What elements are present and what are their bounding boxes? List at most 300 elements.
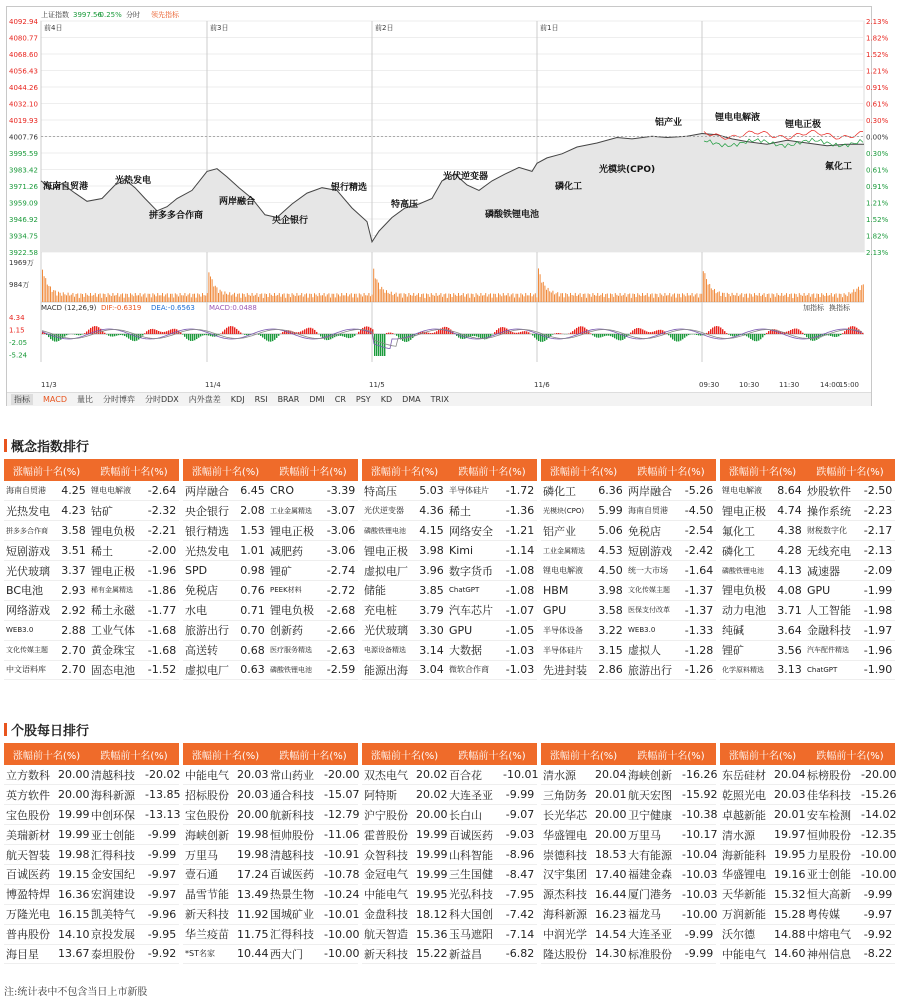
volume-bar	[418, 293, 419, 302]
gainer-name[interactable]: 三角防务	[541, 785, 595, 805]
table-row	[362, 845, 537, 865]
volume-bar	[165, 294, 166, 302]
gainer-name[interactable]: 乾照光电	[720, 785, 774, 805]
gainer-name[interactable]: 航天智装	[4, 845, 58, 865]
loser-name[interactable]: 稀土	[89, 541, 145, 561]
gainer-name[interactable]: 华盛锂电	[720, 864, 774, 884]
gainer-name[interactable]: 华兰疫苗	[183, 924, 237, 944]
gainer-name[interactable]: 旅游出行	[183, 620, 237, 640]
table-row	[720, 660, 895, 680]
losers-header: 跌幅前十名(%)	[89, 459, 179, 481]
volume-bar	[63, 292, 64, 302]
loser-name[interactable]: 磷酸铁锂电池	[268, 660, 324, 680]
loser-name[interactable]: 医疗服务精选	[268, 640, 324, 660]
gainer-name[interactable]: 清水源	[720, 825, 774, 845]
loser-name[interactable]: 虚拟人	[626, 640, 682, 660]
loser-name[interactable]: 大有能源	[626, 845, 682, 865]
loser-pct: -7.14	[503, 924, 537, 944]
volume-bar	[408, 293, 409, 302]
loser-name[interactable]: 锂电电解液	[89, 481, 145, 501]
loser-name[interactable]: 半导体硅片	[447, 481, 503, 501]
gainer-name[interactable]: 高送转	[183, 640, 237, 660]
gainer-name[interactable]: 金盘科技	[362, 904, 416, 924]
loser-name[interactable]: 黄金珠宝	[89, 640, 145, 660]
volume-bar	[548, 288, 549, 302]
loser-name[interactable]: 操作系统	[805, 501, 861, 521]
loser-name[interactable]: 金安国纪	[89, 864, 145, 884]
gainer-name[interactable]: SPD	[183, 561, 237, 581]
gainer-name[interactable]: 立方数科	[4, 765, 58, 785]
gainer-name[interactable]: 网络游戏	[4, 600, 58, 620]
gainer-name[interactable]: *ST名家	[183, 944, 237, 964]
gainer-name[interactable]: 壹石通	[183, 864, 237, 884]
gainer-name[interactable]: 金冠电气	[362, 864, 416, 884]
loser-name[interactable]: 亚士创能	[805, 864, 861, 884]
gainer-name[interactable]: 英方软件	[4, 785, 58, 805]
loser-name[interactable]: 国城矿业	[268, 904, 324, 924]
loser-name[interactable]: 工业金属精选	[268, 501, 324, 521]
gainer-name[interactable]: HBM	[541, 580, 595, 600]
gainer-name[interactable]: 电源设备精选	[362, 640, 416, 660]
gainer-name[interactable]: 光模块(CPO)	[541, 501, 595, 521]
x-axis-label: 11/4	[205, 381, 221, 389]
volume-bar	[160, 295, 161, 302]
gainer-pct: 14.88	[774, 924, 805, 944]
loser-name[interactable]: 清越科技	[268, 845, 324, 865]
gainer-pct: 4.13	[774, 561, 805, 581]
table-row	[541, 864, 716, 884]
indicator-tab-4[interactable]: 分时DDX	[144, 395, 179, 404]
gainer-name[interactable]: 光热发电	[183, 541, 237, 561]
gainer-name[interactable]: 磷酸铁锂电池	[362, 521, 416, 541]
volume-bar	[599, 296, 600, 302]
macd-bar	[558, 333, 559, 334]
loser-name[interactable]: 科大国创	[447, 904, 503, 924]
gainer-name[interactable]: 动力电池	[720, 600, 774, 620]
gainer-name[interactable]: 免税店	[183, 580, 237, 600]
gainer-name[interactable]: 铝产业	[541, 521, 595, 541]
loser-name[interactable]: PEEK材料	[268, 580, 324, 600]
gainer-name[interactable]: 拼多多合作商	[4, 521, 58, 541]
loser-name[interactable]: 汽车配件精选	[805, 640, 861, 660]
gainer-name[interactable]: 海峡创新	[183, 825, 237, 845]
loser-name[interactable]: 医保支付改革	[626, 600, 682, 620]
gainer-name[interactable]: 文化传媒主题	[4, 640, 58, 660]
gainer-name[interactable]: 能源出海	[362, 660, 416, 680]
loser-name[interactable]: 微软合作商	[447, 660, 503, 680]
gainer-name[interactable]: 锂矿	[720, 640, 774, 660]
loser-name[interactable]: 两岸融合	[626, 481, 682, 501]
loser-name[interactable]: GPU	[805, 580, 861, 600]
loser-name[interactable]: 海科新源	[89, 785, 145, 805]
loser-name[interactable]: 航天宏图	[626, 785, 682, 805]
loser-name[interactable]: ChatGPT	[805, 660, 861, 680]
loser-name[interactable]: 福龙马	[626, 904, 682, 924]
volume-bar	[111, 296, 112, 302]
gainer-name[interactable]: 锂电负极	[720, 580, 774, 600]
loser-name[interactable]: 粤传媒	[805, 904, 861, 924]
gainer-name[interactable]: 宝色股份	[4, 805, 58, 825]
volume-bar	[423, 294, 424, 302]
loser-name[interactable]: 凯美特气	[89, 904, 145, 924]
loser-name[interactable]: 大连圣亚	[447, 785, 503, 805]
gainer-name[interactable]: 新天科技	[183, 904, 237, 924]
gainer-name[interactable]: 汉宇集团	[541, 864, 595, 884]
gainer-name[interactable]: 新天科技	[362, 944, 416, 964]
loser-name[interactable]: 数字货币	[447, 561, 503, 581]
gainer-name[interactable]: WEB3.0	[4, 620, 58, 640]
volume-bar	[391, 292, 392, 302]
gainer-name[interactable]: 锂电正极	[720, 501, 774, 521]
loser-name[interactable]: 光弘科技	[447, 884, 503, 904]
gainer-name[interactable]: 华盛锂电	[541, 825, 595, 845]
volume-bar	[208, 272, 209, 302]
gainer-name[interactable]: 海科新源	[541, 904, 595, 924]
loser-name[interactable]: 佳华科技	[805, 785, 861, 805]
gainer-name[interactable]: 招标股份	[183, 785, 237, 805]
loser-name[interactable]: 汇得科技	[89, 845, 145, 865]
loser-name[interactable]: 稀土	[447, 501, 503, 521]
gainer-name[interactable]: 卓越新能	[720, 805, 774, 825]
macd-bar	[306, 328, 307, 334]
volume-bar	[786, 293, 787, 302]
volume-bar	[69, 296, 70, 302]
macd-bar	[206, 334, 207, 335]
macd-bar	[790, 330, 791, 334]
loser-name[interactable]: 工业气体	[89, 620, 145, 640]
gainer-name[interactable]: 磷酸铁锂电池	[720, 561, 774, 581]
volume-bar	[487, 297, 488, 302]
loser-name[interactable]: 海峡创新	[626, 765, 682, 785]
gainer-name[interactable]: 光伏玻璃	[362, 620, 416, 640]
gainer-name[interactable]: 短剧游戏	[4, 541, 58, 561]
volume-bar	[791, 294, 792, 302]
y-axis-pct-label: 0.91%	[866, 183, 889, 191]
macd-bar	[208, 334, 209, 336]
gainer-name[interactable]: 锂电电解液	[541, 561, 595, 581]
indicator-tab-7[interactable]: RSI	[254, 395, 268, 404]
loser-name[interactable]: 西大门	[268, 944, 324, 964]
loser-name[interactable]: 财税数字化	[805, 521, 861, 541]
loser-name[interactable]: Kimi	[447, 541, 503, 561]
macd-bar	[264, 334, 265, 339]
loser-name[interactable]: 减速器	[805, 561, 861, 581]
macd-bar	[720, 328, 721, 334]
loser-name[interactable]: 中熔电气	[805, 924, 861, 944]
gainer-name[interactable]: 磷化工	[720, 541, 774, 561]
macd-bar	[524, 331, 525, 334]
loser-name[interactable]: GPU	[447, 620, 503, 640]
gainer-name[interactable]: 海目星	[4, 944, 58, 964]
table-row	[362, 765, 537, 785]
volume-bar	[221, 291, 222, 302]
volume-bar	[618, 296, 619, 302]
gainer-name[interactable]: 纯碱	[720, 620, 774, 640]
loser-name[interactable]: 安车检测	[805, 805, 861, 825]
gainer-name[interactable]: 虚拟电厂	[183, 660, 237, 680]
volume-bar	[229, 292, 230, 302]
gainer-name[interactable]: 晶雪节能	[183, 884, 237, 904]
loser-pct: -1.14	[503, 541, 537, 561]
loser-name[interactable]: 百诚医药	[268, 864, 324, 884]
loser-name[interactable]: 钴矿	[89, 501, 145, 521]
volume-bar	[746, 294, 747, 302]
gainer-name[interactable]: 光热发电	[4, 501, 58, 521]
indicator-tab-13[interactable]: DMA	[402, 395, 421, 404]
volume-bar	[340, 296, 341, 302]
gainer-name[interactable]: 化学原料精选	[720, 660, 774, 680]
indicator-tab-12[interactable]: KD	[380, 395, 393, 404]
gainer-name[interactable]: 锂电电解液	[720, 481, 774, 501]
macd-bar	[302, 330, 303, 334]
gainer-name[interactable]: 中润光学	[541, 924, 595, 944]
gainer-name[interactable]: 万润新能	[720, 904, 774, 924]
loser-name[interactable]: 锂电正极	[268, 521, 324, 541]
loser-name[interactable]: 金融科技	[805, 620, 861, 640]
volume-bar	[717, 292, 718, 302]
loser-name[interactable]: 文化传媒主题	[626, 580, 682, 600]
gainer-name[interactable]: 宝色股份	[183, 805, 237, 825]
gainer-name[interactable]: 半导体硅片	[541, 640, 595, 660]
loser-name[interactable]: 万里马	[626, 825, 682, 845]
indicator-tab-2[interactable]: 量比	[76, 395, 93, 404]
gainer-name[interactable]: 沃尔德	[720, 924, 774, 944]
volume-bar	[602, 293, 603, 302]
loser-name[interactable]: 固态电池	[89, 660, 145, 680]
indicator-tab-14[interactable]: TRIX	[430, 395, 449, 404]
loser-name[interactable]: 短剧游戏	[626, 541, 682, 561]
gainer-name[interactable]: 霍普股份	[362, 825, 416, 845]
gainer-name[interactable]: 中文语料库	[4, 660, 58, 680]
loser-name[interactable]: 新益昌	[447, 944, 503, 964]
gainer-name[interactable]: 央企银行	[183, 501, 237, 521]
gainer-name[interactable]: 东岳硅材	[720, 765, 774, 785]
loser-name[interactable]: CRO	[268, 481, 324, 501]
gainer-name[interactable]: 特高压	[362, 481, 416, 501]
gainer-name[interactable]: 万里马	[183, 845, 237, 865]
macd-bar	[166, 331, 167, 334]
indicator-tab-0[interactable]: 指标	[11, 394, 33, 405]
gainer-name[interactable]: 虚拟电厂	[362, 561, 416, 581]
gainer-name[interactable]: 中能电气	[720, 944, 774, 964]
volume-bar	[116, 295, 117, 302]
volume-bar	[237, 294, 238, 302]
loser-name[interactable]: 福建金森	[626, 864, 682, 884]
loser-name[interactable]: 人工智能	[805, 600, 861, 620]
loser-name[interactable]: 力星股份	[805, 845, 861, 865]
gainer-name[interactable]: 双杰电气	[362, 765, 416, 785]
volume-bar	[274, 293, 275, 302]
loser-name[interactable]: 标准股份	[626, 944, 682, 964]
loser-name[interactable]: 大连圣亚	[626, 924, 682, 944]
volume-bar	[688, 295, 689, 302]
loser-name[interactable]: 常山药业	[268, 765, 324, 785]
gainer-pct: 3.51	[58, 541, 89, 561]
gainer-name[interactable]: 光伏逆变器	[362, 501, 416, 521]
loser-name[interactable]: 百合花	[447, 765, 503, 785]
gainer-name[interactable]: 众智科技	[362, 845, 416, 865]
gainer-pct: 5.06	[595, 521, 626, 541]
volume-bar	[863, 284, 864, 302]
loser-name[interactable]: 清越科技	[89, 765, 145, 785]
volume-bar	[821, 293, 822, 302]
volume-bar	[828, 296, 829, 302]
gainer-name[interactable]: 水电	[183, 600, 237, 620]
loser-name[interactable]: 汇得科技	[268, 924, 324, 944]
loser-name[interactable]: 汽车芯片	[447, 600, 503, 620]
gainer-name[interactable]: 工业金属精选	[541, 541, 595, 561]
loser-name[interactable]: 网络安全	[447, 521, 503, 541]
loser-name[interactable]: 泰坦股份	[89, 944, 145, 964]
intraday-chart[interactable]	[7, 7, 889, 392]
table-row	[183, 845, 358, 865]
indicator-tab-6[interactable]: KDJ	[230, 395, 245, 404]
gainer-name[interactable]: 光伏玻璃	[4, 561, 58, 581]
loser-name[interactable]: 恒帅股份	[805, 825, 861, 845]
volume-bar	[447, 298, 448, 302]
indicator-tab-11[interactable]: PSY	[355, 395, 371, 404]
macd-bar	[652, 332, 653, 334]
loser-name[interactable]: 锂电正极	[89, 561, 145, 581]
gainer-name[interactable]: 天华新能	[720, 884, 774, 904]
gainer-name[interactable]: 海南自贸港	[4, 481, 58, 501]
loser-name[interactable]: 山科智能	[447, 845, 503, 865]
macd-bar	[148, 330, 149, 334]
loser-name[interactable]: 热景生物	[268, 884, 324, 904]
gainer-name[interactable]: 源杰科技	[541, 884, 595, 904]
loser-name[interactable]: 卫宁健康	[626, 805, 682, 825]
gainer-name[interactable]: 锂电正极	[362, 541, 416, 561]
loser-name[interactable]: 大数据	[447, 640, 503, 660]
y-axis-label: 4019.93	[9, 117, 38, 125]
macd-bar	[156, 330, 157, 334]
gainer-name[interactable]: 储能	[362, 580, 416, 600]
loser-name[interactable]: 恒大高新	[805, 884, 861, 904]
volume-bar	[720, 296, 721, 302]
loser-name[interactable]: ChatGPT	[447, 580, 503, 600]
loser-name[interactable]: 标榜股份	[805, 765, 861, 785]
gainer-name[interactable]: 沪宁股份	[362, 805, 416, 825]
loser-name[interactable]: 统一大市场	[626, 561, 682, 581]
gainer-name[interactable]: 普冉股份	[4, 924, 58, 944]
loser-name[interactable]: 宏润建设	[89, 884, 145, 904]
gainer-name[interactable]: BC电池	[4, 580, 58, 600]
loser-name[interactable]: 创新药	[268, 620, 324, 640]
loser-name[interactable]: 减肥药	[268, 541, 324, 561]
loser-name[interactable]: 厦门港务	[626, 884, 682, 904]
loser-name[interactable]: 锂电负极	[268, 600, 324, 620]
loser-name[interactable]: 玉马遮阳	[447, 924, 503, 944]
volume-bar	[367, 295, 368, 302]
loser-name[interactable]: 航新科技	[268, 805, 324, 825]
gainer-name[interactable]: 阿特斯	[362, 785, 416, 805]
volume-bar	[359, 293, 360, 302]
loser-name[interactable]: 京投发展	[89, 924, 145, 944]
loser-name[interactable]: 锂矿	[268, 561, 324, 581]
gainer-name[interactable]: 隆达股份	[541, 944, 595, 964]
loser-name[interactable]: 神州信息	[805, 944, 861, 964]
volume-bar	[528, 295, 529, 302]
add-indicator-link[interactable]: 加指标	[803, 304, 824, 312]
gainer-name[interactable]: 长光华芯	[541, 805, 595, 825]
indicator-tab-1[interactable]: MACD	[43, 395, 67, 404]
loser-name[interactable]: 亚士创能	[89, 825, 145, 845]
gainer-name[interactable]: 两岸融合	[183, 481, 237, 501]
loser-name[interactable]: 中创环保	[89, 805, 145, 825]
loser-pct: -9.92	[145, 944, 179, 964]
gainer-name[interactable]: 美瑞新材	[4, 825, 58, 845]
gainer-pct: 3.22	[595, 620, 626, 640]
loser-name[interactable]: 稀有金属精选	[89, 580, 145, 600]
losers-header: 跌幅前十名(%)	[268, 459, 358, 481]
loser-name[interactable]: 稀土永磁	[89, 600, 145, 620]
gainer-name[interactable]: 半导体设备	[541, 620, 595, 640]
gainer-name[interactable]: 氟化工	[720, 521, 774, 541]
loser-pct: -2.54	[682, 521, 716, 541]
loser-name[interactable]: 炒股软件	[805, 481, 861, 501]
macd-bar	[442, 327, 443, 334]
indicator-tab-8[interactable]: BRAR	[277, 395, 300, 404]
gainer-pct: 3.58	[58, 521, 89, 541]
indicator-tab-3[interactable]: 分时博弈	[102, 395, 135, 404]
macd-axis-label: 1.15	[9, 326, 25, 335]
gainer-name[interactable]: 崇德科技	[541, 845, 595, 865]
gainer-name[interactable]: 清水源	[541, 765, 595, 785]
loser-name[interactable]: 海南自贸港	[626, 501, 682, 521]
gainer-name[interactable]: 万隆光电	[4, 904, 58, 924]
indicator-tab-9[interactable]: DMI	[309, 395, 325, 404]
gainer-name[interactable]: 海新能科	[720, 845, 774, 865]
gainer-name[interactable]: 充电桩	[362, 600, 416, 620]
table-row	[720, 884, 895, 904]
gainer-name[interactable]: 中能电气	[362, 884, 416, 904]
loser-name[interactable]: 三生国健	[447, 864, 503, 884]
gainer-name[interactable]: 银行精选	[183, 521, 237, 541]
macd-bar	[670, 334, 671, 337]
gainer-name[interactable]: 博盈特焊	[4, 884, 58, 904]
gainer-name[interactable]: 航天智造	[362, 924, 416, 944]
loser-name[interactable]: 无线充电	[805, 541, 861, 561]
loser-name[interactable]: 锂电负极	[89, 521, 145, 541]
gainer-name[interactable]: GPU	[541, 600, 595, 620]
macd-bar	[436, 331, 437, 334]
loser-name[interactable]: 长白山	[447, 805, 503, 825]
loser-name[interactable]: WEB3.0	[626, 620, 682, 640]
indicator-tab-5[interactable]: 内外盘差	[188, 395, 221, 404]
indicator-tab-10[interactable]: CR	[334, 395, 346, 404]
switch-indicator-link[interactable]: 换指标	[829, 304, 850, 312]
gainer-name[interactable]: 磷化工	[541, 481, 595, 501]
volume-bar	[701, 294, 702, 302]
loser-name[interactable]: 免税店	[626, 521, 682, 541]
volume-bar	[658, 297, 659, 302]
loser-name[interactable]: 旅游出行	[626, 660, 682, 680]
loser-name[interactable]: 百诚医药	[447, 825, 503, 845]
gainer-name[interactable]: 百诚医药	[4, 864, 58, 884]
gainer-name[interactable]: 先进封装	[541, 660, 595, 680]
volume-bar	[368, 293, 369, 302]
loser-name[interactable]: 恒帅股份	[268, 825, 324, 845]
macd-bar	[496, 330, 497, 334]
gainer-pct: 3.37	[58, 561, 89, 581]
y-axis-pct-label: 0.00%	[866, 133, 889, 142]
macd-bar	[714, 326, 715, 334]
index-chart-panel[interactable]	[6, 6, 889, 406]
gainer-name[interactable]: 中能电气	[183, 765, 237, 785]
volume-bar	[170, 294, 171, 302]
loser-name[interactable]: 通合科技	[268, 785, 324, 805]
volume-bar	[604, 297, 605, 302]
